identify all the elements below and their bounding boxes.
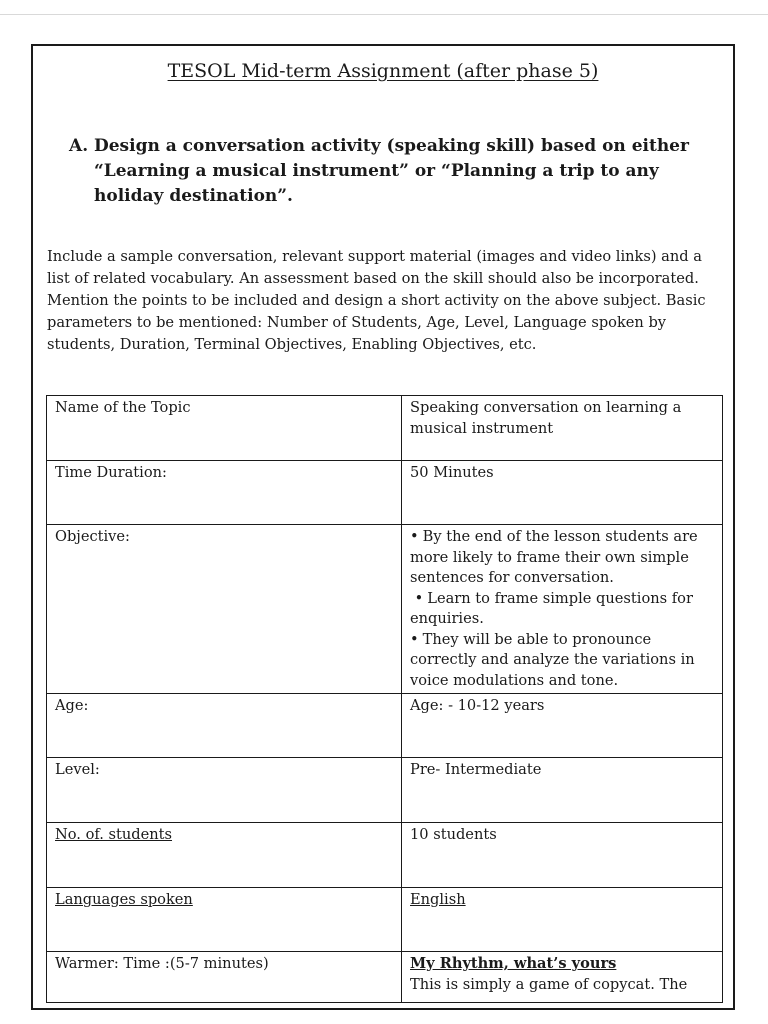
warmer-label: Warmer: Time :(5-7 minutes) [47, 952, 402, 1003]
table-row-objective [47, 525, 723, 694]
document-page [31, 44, 735, 1010]
objective-item-text: They will be able to pronounce correctly and analyze the variations in voice modulations and tone. [410, 630, 695, 689]
objective-item-text: By the end of the lesson students are more likely to frame their own simple sentences for conversation. [410, 528, 698, 586]
bullet-icon: • [410, 630, 419, 648]
objective-item [410, 589, 714, 630]
languages-value [402, 888, 723, 952]
age-label: Age: [47, 694, 402, 758]
languages-value-text: English [410, 891, 466, 908]
bullet-icon: • [414, 589, 424, 607]
objective-item [410, 527, 714, 589]
students-label [47, 823, 402, 888]
table-row-students [47, 823, 723, 888]
instructions-paragraph: Include a sample conversation, relevant support material (images and video links) and a list of related vocabulary. An assessment based on the skill should also be incorporated. Mention the points to be included and design a short activity on the above subject. Basic parameters to be mentioned: Number of Students, Age, Level, Language spoken by students, Duration, Terminal Objectives, Enabling Objectives, etc. [47, 248, 706, 353]
warmer-text: This is simply a game of copycat. The [410, 975, 688, 993]
languages-label-text: Languages spoken [55, 891, 193, 908]
question-a [69, 134, 729, 209]
objective-value [402, 525, 723, 694]
bullet-icon: • [410, 528, 419, 545]
duration-label: Time Duration: [47, 461, 402, 525]
table-row-topic [47, 396, 723, 461]
question-text: Design a conversation activity (speaking skill) based on either “Learning a musical instrument” or “Planning a trip to any holiday destination”. [94, 136, 689, 206]
languages-label [47, 888, 402, 952]
objective-item-text: Learn to frame simple questions for enquiries. [410, 589, 693, 627]
table-row-level [47, 758, 723, 823]
topic-label: Name of the Topic [47, 396, 402, 461]
table-row-age [47, 694, 723, 758]
level-label: Level: [47, 758, 402, 823]
page-title: TESOL Mid-term Assignment (after phase 5) [167, 60, 599, 82]
duration-value: 50 Minutes [402, 461, 723, 525]
table-row-warmer [47, 952, 723, 1003]
level-value: Pre- Intermediate [402, 758, 723, 823]
question-letter: A. [69, 136, 89, 156]
objective-item [410, 630, 714, 692]
topic-value: Speaking conversation on learning a musical instrument [402, 396, 723, 461]
warmer-value [402, 952, 723, 1003]
age-value: Age: - 10-12 years [402, 694, 723, 758]
lesson-plan-table [46, 395, 723, 1003]
warmer-heading: My Rhythm, what’s yours [410, 955, 617, 972]
viewer-top-divider [0, 14, 768, 15]
students-value: 10 students [402, 823, 723, 888]
table-row-duration [47, 461, 723, 525]
table-row-languages [47, 888, 723, 952]
students-label-text: No. of. students [55, 826, 173, 843]
objective-label: Objective: [47, 525, 402, 694]
